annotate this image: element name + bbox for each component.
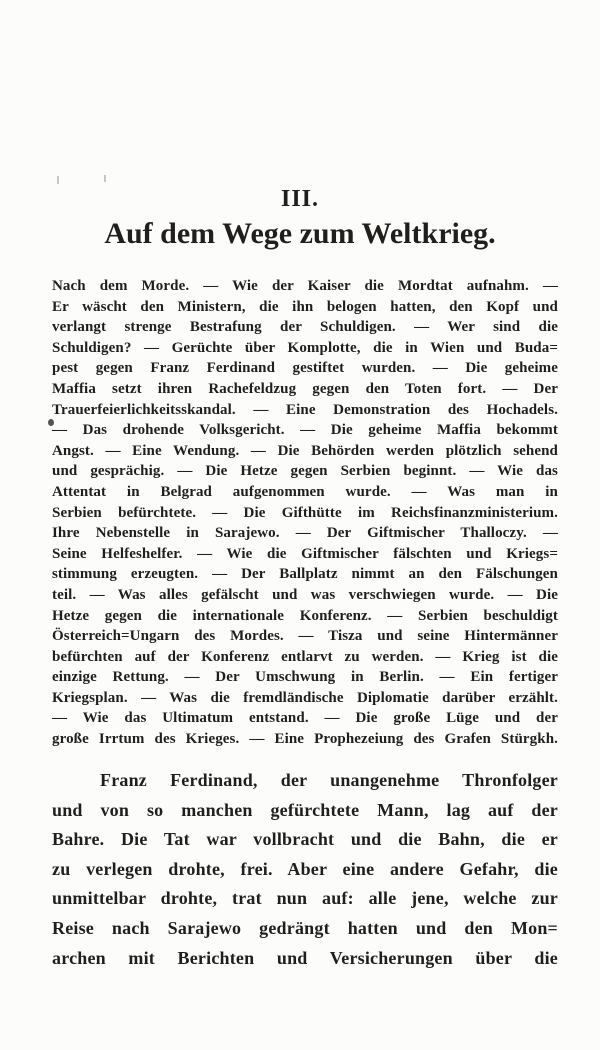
scan-speck [104,175,106,182]
summary-line: — Wie das Ultimatum entstand. — Die große Lüge und der [52,710,558,727]
summary-line: stimmung erzeugten. — Der Ballplatz nimmt an den Fälschungen [52,566,558,583]
body-line: Reise nach Sarajewo gedrängt hatten und den Mon= [52,917,558,938]
body-line: Franz Ferdinand, der unangenehme Thronfolger [100,770,558,790]
scan-speck [57,176,59,184]
summary-line: verlangt strenge Bestrafung der Schuldigen. — Wer sind die [52,319,558,336]
body-line: zu verlegen drohte, frei. Aber eine andere Gefahr, die [52,858,558,879]
summary-line: Angst. — Eine Wendung. — Die Behörden werden plötzlich sehend [52,442,558,459]
summary-line: einzige Rettung. — Der Umschwung in Berlin. — Ein fertiger [52,669,558,686]
summary-line: Nach dem Morde. — Wie der Kaiser die Mordtat aufnahm. — [52,278,558,294]
summary-line: und gesprächig. — Die Hetze gegen Serbien beginnt. — Wie das [52,463,558,480]
summary-line: Trauerfeierlichkeitsskandal. — Eine Demonstration des Hochadels. [52,401,558,418]
summary-line: Schuldigen? — Gerüchte über Komplotte, die in Wien und Buda= [52,339,558,356]
chapter-summary [52,276,558,750]
summary-line: Serbien befürchtete. — Die Gifthütte im Reichsfinanzministerium. [52,504,558,521]
summary-line: Kriegsplan. — Was die fremdländische Diplomatie darüber erzählt. [52,689,558,706]
body-line: Bahre. Die Tat war vollbracht und die Bahn, die er [52,829,558,850]
summary-line: Attentat in Belgrad aufgenommen wurde. — Was man in [52,483,558,500]
summary-line: Er wäscht den Ministern, die ihn belogen hatten, den Kopf und [52,298,558,315]
body-line: und von so manchen gefürchtete Mann, lag auf der [52,799,558,820]
summary-line: befürchten auf der Konferenz entlarvt zu werden. — Krieg ist die [52,648,558,665]
summary-line: Ihre Nebenstelle in Sarajewo. — Der Giftmischer Thalloczy. — [52,525,558,542]
summary-line: — Das drohende Volksgericht. — Die geheime Maffia bekommt [52,422,558,439]
summary-line: Hetze gegen die internationale Konferenz. — Serbien beschuldigt [52,607,558,624]
summary-line: große Irrtum des Krieges. — Eine Prophezeiung des Grafen Stürgkh. [52,731,558,748]
summary-line: teil. — Was alles gefälscht und was verschwiegen wurde. — Die [52,586,558,603]
summary-line: Österreich=Ungarn des Mordes. — Tisza und seine Hintermänner [52,628,558,645]
summary-line: Maffia setzt ihren Rachefeldzug gegen den Toten fort. — Der [52,380,558,397]
body-paragraph [52,766,558,973]
body-line: unmittelbar drohte, trat nun auf: alle jene, welche zur [52,888,558,909]
summary-line: Seine Helfeshelfer. — Wie die Giftmischer fälschten und Kriegs= [52,545,558,562]
chapter-title: Auf dem Wege zum Weltkrieg. [104,217,496,250]
body-line: archen mit Berichten und Versicherungen über die [52,947,558,968]
summary-line: pest gegen Franz Ferdinand gestiftet wurden. — Die geheime [52,360,558,377]
chapter-number: III. [280,186,320,212]
